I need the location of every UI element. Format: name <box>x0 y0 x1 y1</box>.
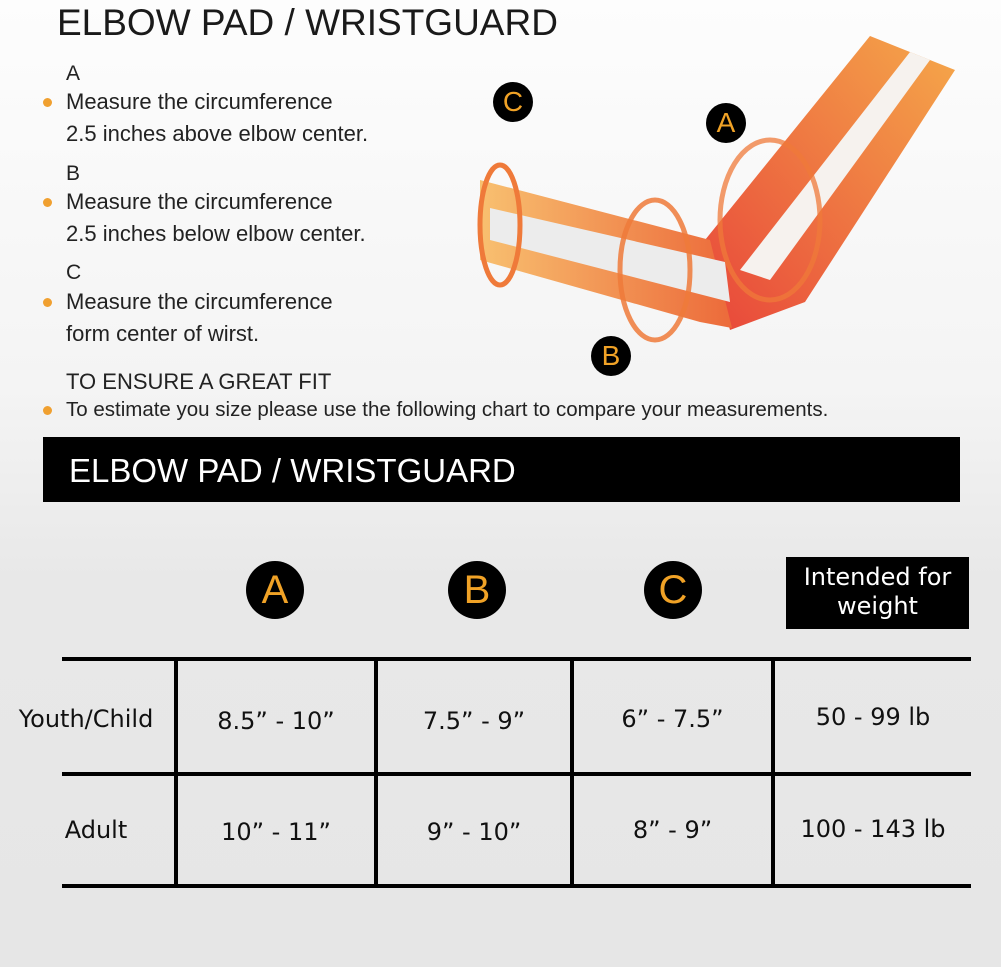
cell-b: 9” - 10” <box>426 818 522 846</box>
fit-text: To estimate you size please use the following chart to compare your measurements. <box>66 398 829 421</box>
label-c-badge: C <box>493 82 533 122</box>
instruction-text: Measure the circumference <box>66 289 333 314</box>
cell-b: 7.5” - 9” <box>422 707 526 735</box>
bullet-icon <box>43 406 52 415</box>
bullet-icon <box>43 298 52 307</box>
instruction-text: 2.5 inches below elbow center. <box>66 221 366 246</box>
instruction-letter: C <box>66 261 82 284</box>
row-label: Youth/Child <box>18 705 154 733</box>
instruction-text: form center of wirst. <box>66 321 260 346</box>
bullet-icon <box>43 98 52 107</box>
table-divider <box>174 658 178 888</box>
cell-c: 6” - 7.5” <box>621 705 724 733</box>
label-a-badge: A <box>706 103 746 143</box>
cell-a: 10” - 11” <box>221 818 331 846</box>
header-a-badge: A <box>246 561 304 619</box>
table-divider <box>62 657 971 661</box>
instruction-text: Measure the circumference <box>66 189 333 214</box>
header-b-badge: B <box>448 561 506 619</box>
bullet-icon <box>43 198 52 207</box>
table-divider <box>570 658 574 888</box>
cell-weight: 100 - 143 lb <box>800 815 946 843</box>
table-divider <box>374 658 378 888</box>
table-divider <box>771 658 775 888</box>
instruction-letter: A <box>66 62 81 85</box>
elbow-diagram <box>460 30 980 370</box>
instruction-text: 2.5 inches above elbow center. <box>66 121 369 146</box>
instruction-text: Measure the circumference <box>66 89 333 114</box>
cell-a: 8.5” - 10” <box>217 707 335 735</box>
section-banner: ELBOW PAD / WRISTGUARD <box>43 437 960 502</box>
page-title: ELBOW PAD / WRISTGUARD <box>57 2 558 43</box>
instruction-letter: B <box>66 162 81 185</box>
fit-heading: TO ENSURE A GREAT FIT <box>66 369 332 394</box>
cell-weight: 50 - 99 lb <box>815 703 931 731</box>
header-c-badge: C <box>644 561 702 619</box>
row-label: Adult <box>64 816 128 844</box>
table-divider <box>62 884 971 888</box>
table-divider <box>62 772 971 776</box>
cell-c: 8” - 9” <box>632 816 713 844</box>
label-b-badge: B <box>591 336 631 376</box>
header-weight: Intended for weight <box>786 557 969 629</box>
